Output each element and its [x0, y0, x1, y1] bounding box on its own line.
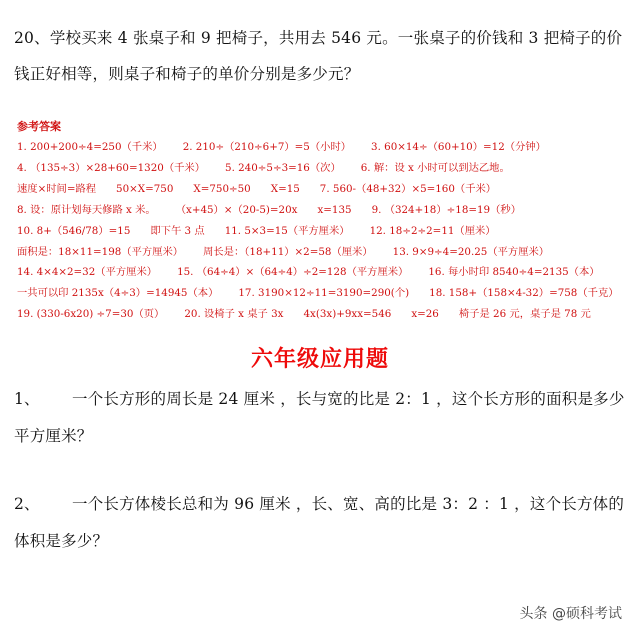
answer-segment: 14. 4×4×2=32（平方厘米）: [17, 266, 158, 279]
answer-segment: 16. 每小时印 8540÷4=2135（本）: [428, 266, 600, 279]
answer-segment: 50×X=750: [116, 182, 174, 195]
answer-segment: 面积是：18×11=198（平方厘米）: [17, 245, 184, 258]
answer-segment: 15. （64÷4）×（64÷4）÷2=128（平方厘米）: [177, 266, 409, 279]
answer-line: [17, 262, 632, 283]
answer-key-title: 参考答案: [17, 120, 61, 133]
problem-1-text: 一个长方形的周长是 24 厘米 ，长与宽的比是 2：1 ，这个长方形的面积是多少平方厘米？: [14, 390, 625, 445]
answer-line: [17, 179, 632, 200]
answer-segment: 6. 解：设 x 小时可以到达乙地。: [360, 161, 510, 174]
answer-segment: 周长是：（18+11）×2=58（厘米）: [203, 245, 373, 258]
answer-line: [17, 283, 632, 304]
answer-line: [17, 221, 632, 242]
question-20: 20、学校买来 4 张桌子和 9 把椅子，共用去 546 元。一张桌子的价钱和 3 把椅子的价钱正好相等，则桌子和椅子的单价分别是多少元？: [14, 29, 623, 83]
answer-segment: 9. （324+18）÷18=19（秒）: [371, 203, 521, 216]
answer-segment: 19. (330-6x20) ÷7=30（页）: [17, 308, 165, 321]
answer-segment: 速度×时间=路程: [17, 182, 97, 195]
answer-segment: 4x(3x)+9xx=546: [303, 308, 392, 321]
section-heading: 六年级应用题: [250, 347, 389, 372]
answer-segment: （x+45）×（20-5)=20x: [175, 203, 298, 216]
answer-line: [17, 137, 632, 158]
problem-1-number: 1、: [14, 390, 40, 408]
answer-segment: 17. 3190×12÷11=3190=290(个): [238, 287, 410, 300]
answer-line: [17, 304, 632, 325]
answer-segment: 12. 18÷2÷2=11（厘米）: [369, 224, 496, 237]
problem-2: [14, 486, 628, 560]
answer-line: [17, 200, 632, 221]
problem-1: [14, 381, 628, 455]
answer-segment: 4. （135÷3）×28+60=1320（千米）: [17, 161, 206, 174]
answer-segment: 10. 8+（546/78）=15: [17, 224, 131, 237]
answer-segment: 20. 设椅子 x 桌子 3x: [184, 308, 284, 321]
answer-segment: 11. 5×3=15（平方厘米）: [224, 224, 350, 237]
answer-segment: 1. 200+200÷4=250（千米）: [17, 141, 163, 153]
answer-segment: 椅子是 26 元，桌子是 78 元: [458, 308, 591, 321]
answer-segment: X=15: [270, 182, 300, 195]
answer-key: [17, 137, 632, 325]
answer-segment: 2. 210÷（210÷6+7）=5（小时）: [182, 141, 352, 153]
answer-segment: 5. 240÷5÷3=16（次）: [225, 161, 341, 174]
answer-segment: 13. 9×9÷4=20.25（平方厘米）: [392, 245, 550, 258]
problem-2-text: 一个长方体棱长总和为 96 厘米 ，长、宽、高的比是 3：2 ：1 ，这个长方体的体积是多少？: [14, 495, 625, 550]
answer-segment: 3. 60×14÷（60+10）=12（分钟）: [371, 141, 546, 153]
answer-segment: X=750÷50: [193, 182, 251, 195]
answer-segment: 即下午 3 点: [150, 224, 205, 237]
answer-segment: x=26: [411, 308, 439, 321]
source-watermark: 头条 @硕科考试: [519, 606, 622, 622]
answer-segment: 一共可以印 2135x（4÷3）=14945（本）: [17, 287, 219, 300]
answer-segment: x=135: [317, 203, 352, 216]
answer-line: [17, 242, 632, 263]
answer-line: [17, 158, 632, 179]
problem-2-number: 2、: [14, 495, 40, 513]
answer-segment: 18. 158+（158×4-32）=758（千克）: [429, 287, 619, 300]
answer-segment: 8. 设：原计划每天修路 x 米。: [17, 203, 156, 216]
answer-segment: 7. 560-（48+32）×5=160（千米）: [319, 182, 497, 195]
